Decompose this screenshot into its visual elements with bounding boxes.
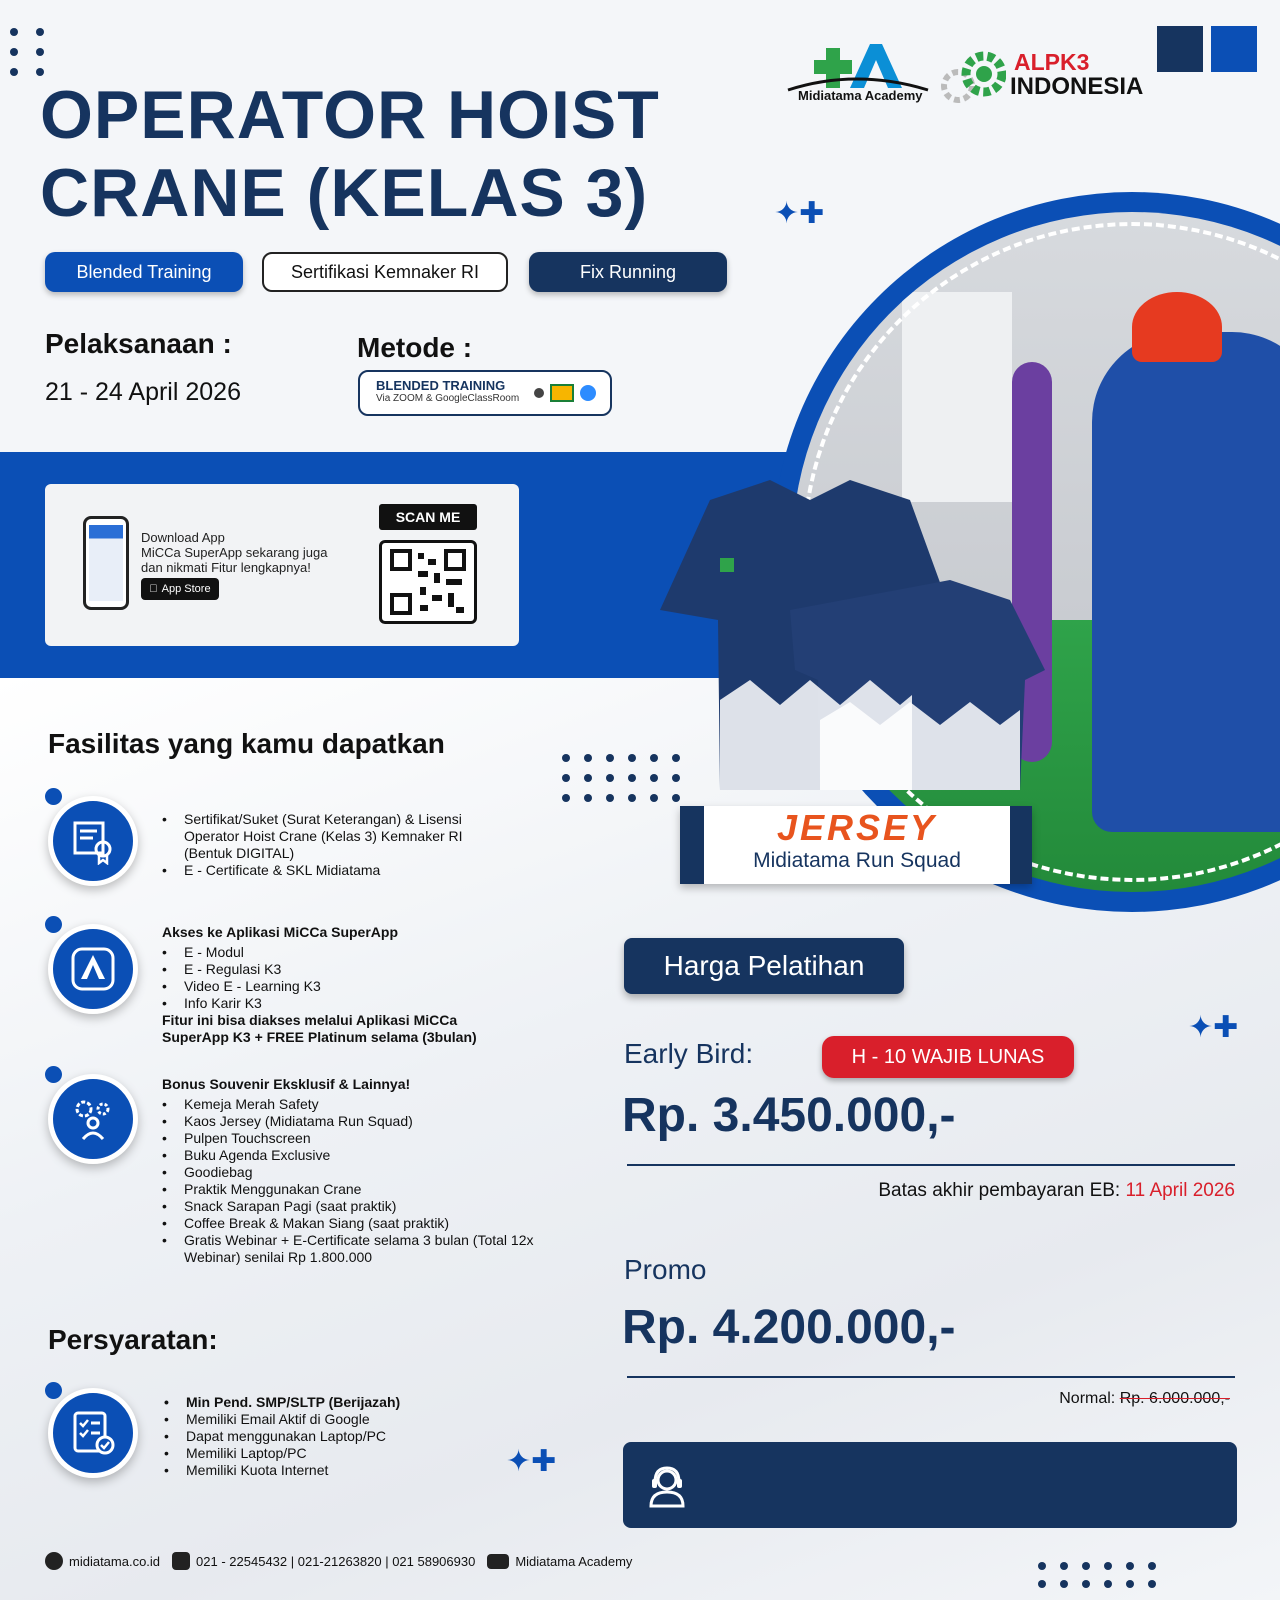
app-store-label: App Store (157, 583, 207, 595)
dot-pattern-top-left (10, 28, 44, 76)
pelaksanaan-label: Pelaksanaan : (45, 328, 232, 359)
phone-mockup (83, 516, 129, 610)
zoom-icon (580, 385, 596, 401)
globe-icon (45, 1552, 63, 1570)
list-item: • Memiliki Email Aktif di Google (164, 1411, 464, 1428)
customer-service-icon (643, 1462, 691, 1510)
fasilitas-group-1 (162, 811, 492, 879)
promo-label: Promo (624, 1254, 707, 1285)
app-line1: Download App (141, 530, 225, 545)
group2-note: Fitur ini bisa diakses melalui Aplikasi MiCCa SuperApp K3 + FREE Platinum selama (3bulan) (162, 1012, 477, 1045)
midiatama-logo-text: Midiatama Academy (798, 88, 923, 103)
fasilitas-title: Fasilitas yang kamu dapatkan (48, 728, 445, 759)
metode-label: Metode : (357, 332, 473, 363)
persyaratan-title: Persyaratan: (48, 1324, 218, 1355)
list-item: • E - Regulasi K3 (162, 961, 522, 978)
contact-cta-bar[interactable] (623, 1442, 1237, 1528)
promo-price: Rp. 4.200.000,- (622, 1301, 956, 1354)
group3-title: Bonus Souvenir Eksklusif & Lainnya! (162, 1076, 411, 1092)
list-item: • Memiliki Kuota Internet (164, 1462, 464, 1479)
google-classroom-icon (550, 384, 574, 402)
divider-2 (627, 1376, 1235, 1378)
alpk3-logo (940, 44, 1144, 110)
divider-1 (627, 1164, 1235, 1166)
jersey-subtitle: Midiatama Run Squad (753, 849, 961, 872)
normal-price: Rp. 6.000.000,- (1119, 1390, 1230, 1407)
bullet-dot-3 (45, 1066, 62, 1083)
list-item: • Coffee Break & Makan Siang (saat praktik) (162, 1215, 572, 1232)
bullet-dot-1 (45, 788, 62, 805)
certificate-icon (48, 796, 138, 886)
list-item: • Min Pend. SMP/SLTP (Berijazah) (164, 1394, 464, 1411)
fasilitas-group-2 (162, 924, 522, 1046)
list-item: • Goodiebag (162, 1164, 572, 1181)
list-item: • Sertifikat/Suket (Surat Keterangan) & Lisensi Operator Hoist Crane (Kelas 3) Kemnaker RI (Bentuk DIGITAL) (162, 811, 492, 862)
tag-blended-training: Blended Training (45, 252, 243, 292)
jersey-image (650, 470, 1050, 810)
list-item: • Info Karir K3 (162, 995, 522, 1012)
list-item: • Buku Agenda Exclusive (162, 1147, 572, 1164)
jersey-label (680, 806, 1032, 884)
sparkle-icon-top: ✦✚ (774, 197, 825, 230)
footer-youtube[interactable]: Midiatama Academy (515, 1553, 633, 1569)
harga-title: Harga Pelatihan (624, 938, 904, 994)
qr-code-icon (382, 543, 474, 621)
bullet-dot-4 (45, 1382, 62, 1399)
dot-pattern-bottom (1038, 1562, 1156, 1588)
settings-user-icon (48, 1074, 138, 1164)
footer-website[interactable]: midiatama.co.id (69, 1553, 161, 1569)
corner-square-blue (1211, 26, 1257, 72)
dot-pattern-middle (562, 754, 680, 802)
metode-line1: BLENDED TRAINING (376, 378, 506, 393)
camera-icon (534, 388, 544, 398)
metode-icons (534, 384, 596, 402)
micca-app-icon (48, 924, 138, 1014)
list-item: • E - Modul (162, 944, 522, 961)
list-item: • Praktik Menggunakan Crane (162, 1181, 572, 1198)
jersey-title: JERSEY (776, 807, 938, 848)
app-store-button[interactable] (141, 578, 219, 600)
tag-fix-running: Fix Running (529, 252, 727, 292)
title-line-1: OPERATOR HOIST (40, 77, 660, 153)
metode-line2: Via ZOOM & GoogleClassRoom (376, 393, 520, 404)
checklist-icon (48, 1388, 138, 1478)
app-line2: MiCCa SuperApp sekarang juga (141, 545, 328, 560)
corner-square-navy (1157, 26, 1203, 72)
app-line3: dan nikmati Fitur lengkapnya! (141, 560, 311, 575)
tag-sertifikasi: Sertifikasi Kemnaker RI (262, 252, 508, 292)
deadline-text (878, 1180, 1235, 1202)
bullet-dot-2 (45, 916, 62, 933)
qr-code[interactable] (379, 540, 477, 624)
alpk3-logo-line2: INDONESIA (1010, 73, 1144, 100)
list-item: • Pulpen Touchscreen (162, 1130, 572, 1147)
title-line-2: CRANE (KELAS 3) (40, 155, 649, 231)
list-item: • E - Certificate & SKL Midiatama (162, 862, 492, 879)
youtube-icon (487, 1554, 509, 1569)
midiatama-logo (778, 38, 934, 118)
footer (45, 1552, 632, 1570)
list-item: • Gratis Webinar + E-Certificate selama 3 bulan (Total 12x Webinar) senilai Rp 1.800.000 (162, 1232, 572, 1266)
list-item: • Memiliki Laptop/PC (164, 1445, 464, 1462)
early-bird-price: Rp. 3.450.000,- (622, 1089, 956, 1142)
list-item: • Video E - Learning K3 (162, 978, 522, 995)
metode-badge (358, 370, 612, 416)
normal-label: Normal: (1059, 1390, 1116, 1407)
sparkle-icon-bottom: ✦✚ (506, 1445, 557, 1478)
alpk3-logo-line1: ALPK3 (1014, 49, 1090, 75)
group2-title: Akses ke Aplikasi MiCCa SuperApp (162, 924, 399, 940)
page-title (40, 76, 660, 232)
sparkle-icon-right: ✦✚ (1188, 1011, 1239, 1044)
app-download-text (141, 530, 327, 575)
list-item: • Kemeja Merah Safety (162, 1096, 572, 1113)
list-item: • Snack Sarapan Pagi (saat praktik) (162, 1198, 572, 1215)
apple-icon (149, 583, 157, 595)
lunas-badge: H - 10 WAJIB LUNAS (822, 1036, 1074, 1078)
fasilitas-group-3 (162, 1076, 572, 1266)
pelaksanaan-date: 21 - 24 April 2026 (45, 378, 241, 406)
early-bird-label: Early Bird: (624, 1038, 754, 1069)
footer-phones: 021 - 22545432 | 021-21263820 | 021 58906930 (196, 1553, 476, 1569)
deadline-date: 11 April 2026 (1125, 1180, 1235, 1201)
deadline-label: Batas akhir pembayaran EB: (878, 1180, 1121, 1201)
app-download-card (45, 484, 519, 646)
gear-icon (940, 44, 1006, 110)
list-item: • Kaos Jersey (Midiatama Run Squad) (162, 1113, 572, 1130)
list-item: • Dapat menggunakan Laptop/PC (164, 1428, 464, 1445)
phone-icon (172, 1552, 190, 1570)
normal-price-text (1059, 1390, 1230, 1408)
scan-me-label: SCAN ME (379, 504, 477, 530)
persyaratan-list (164, 1394, 464, 1479)
